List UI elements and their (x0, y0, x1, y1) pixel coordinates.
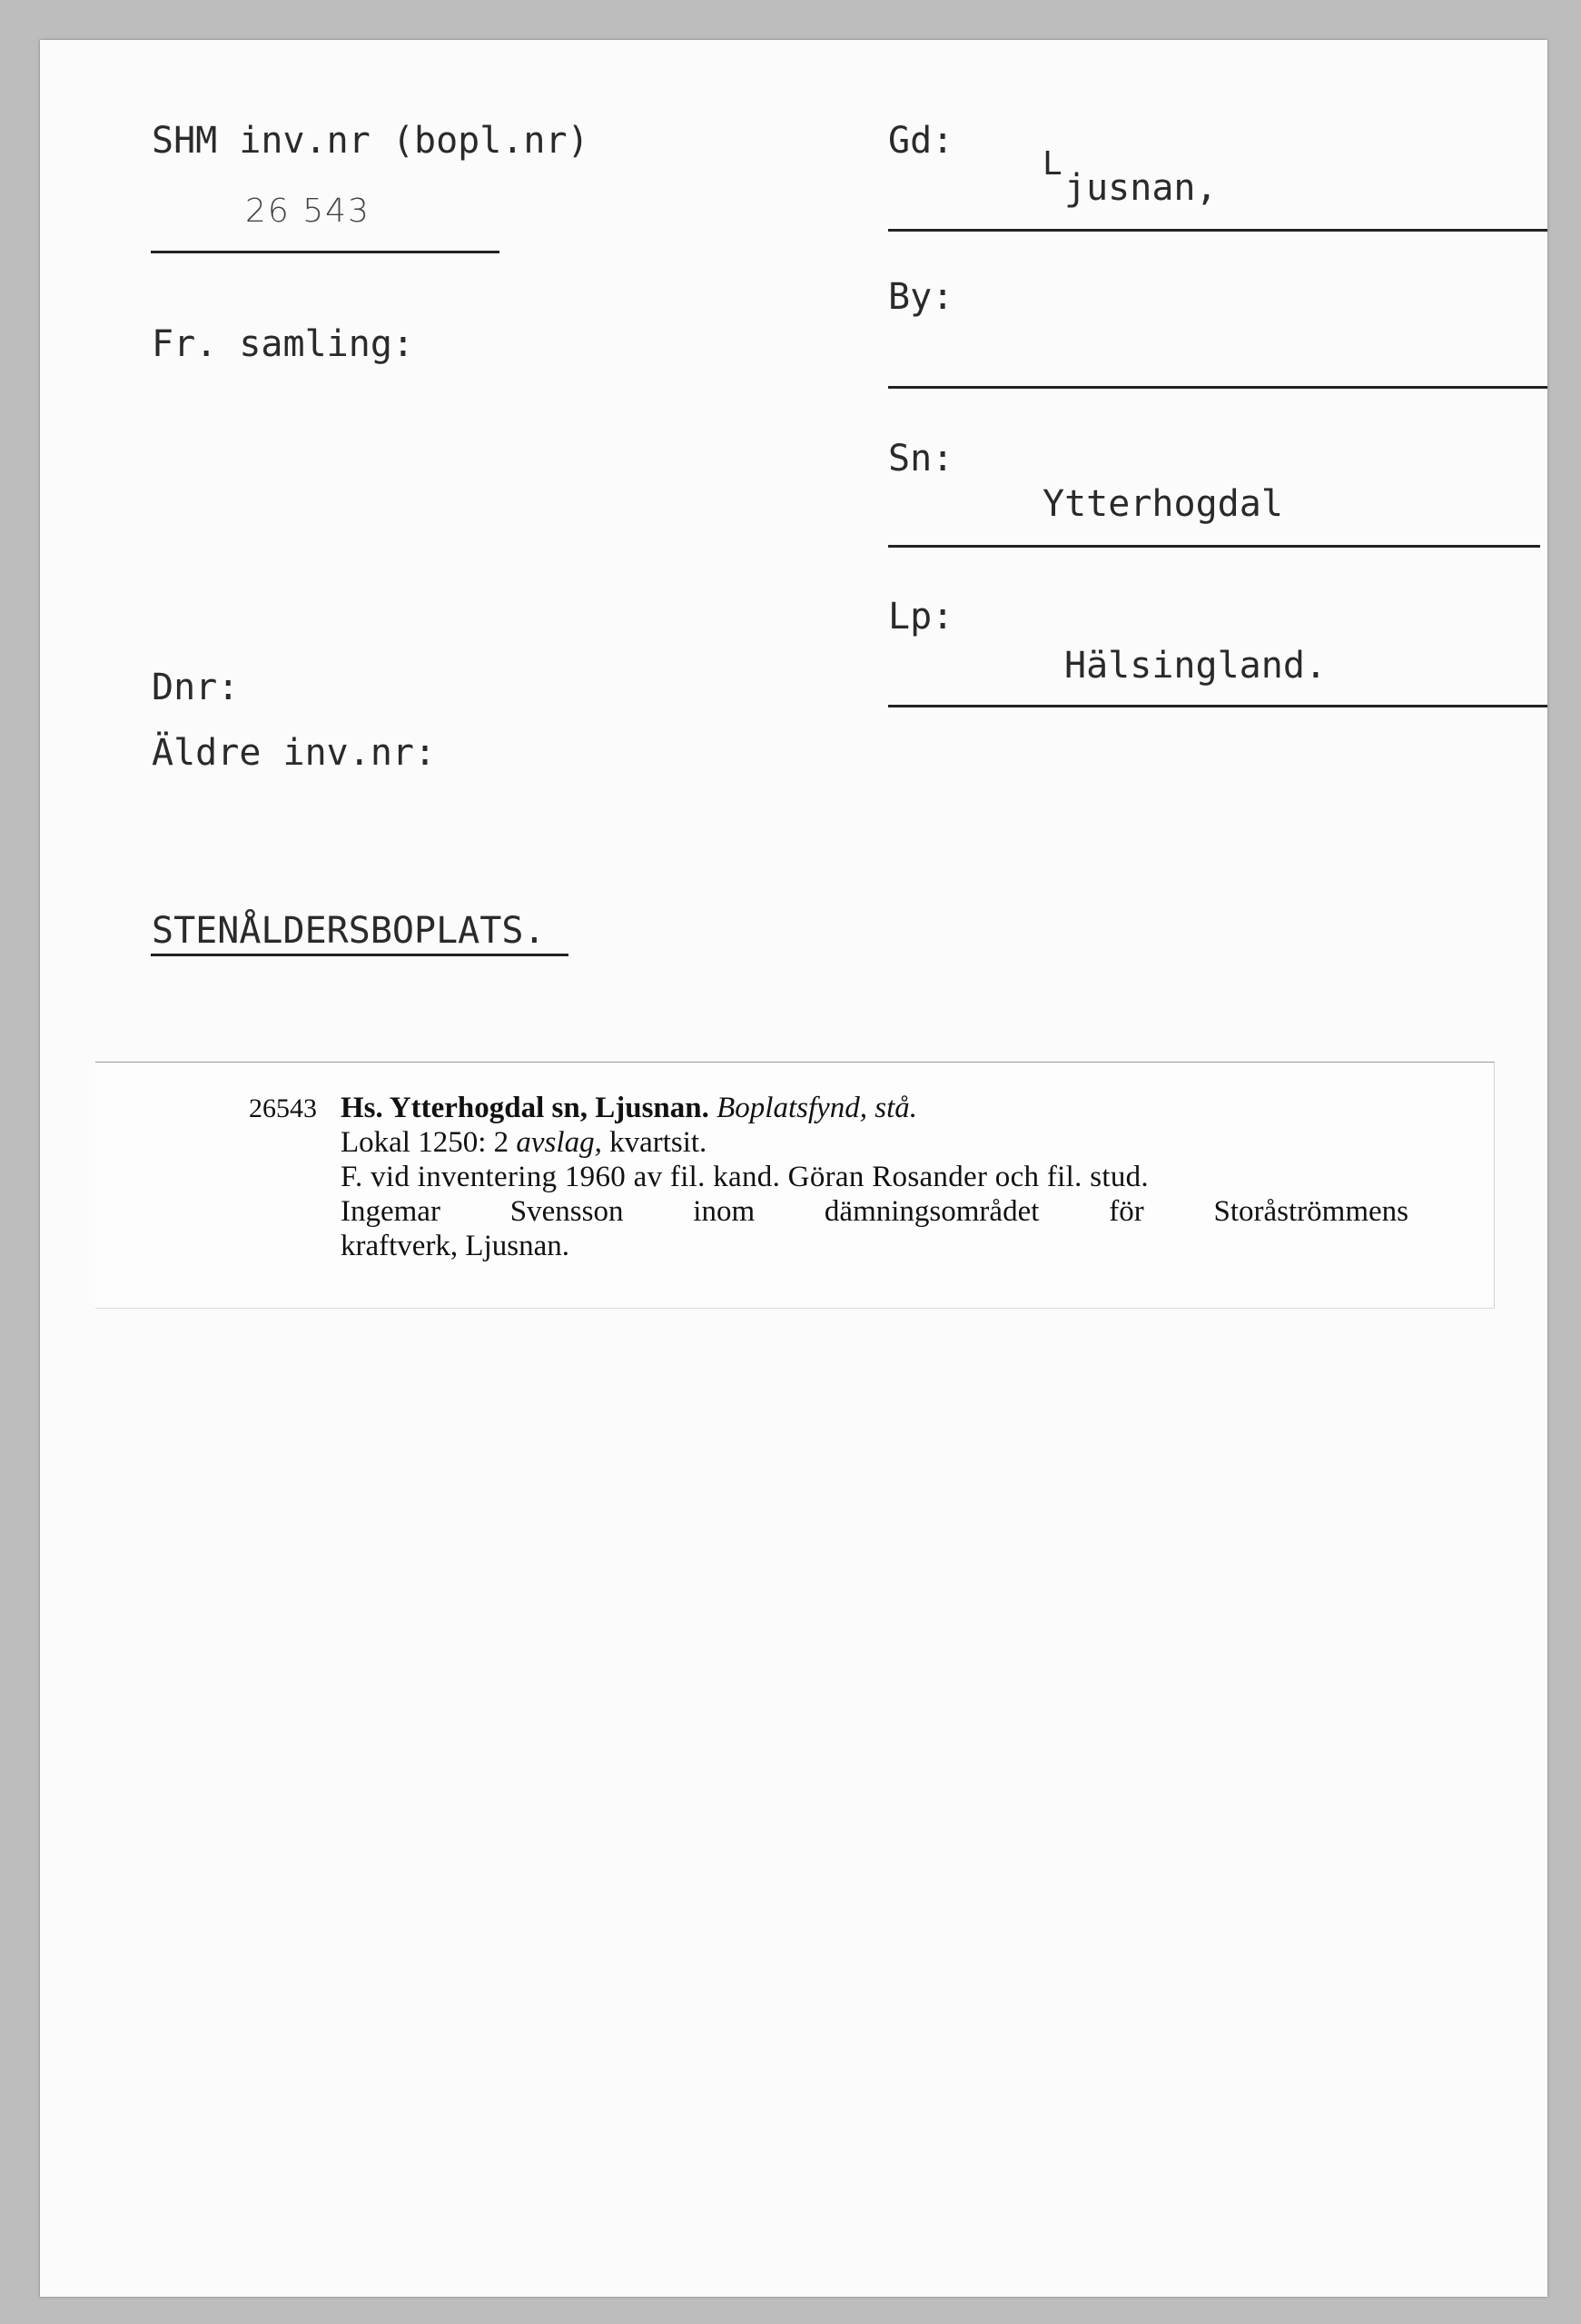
sn-label: Sn: (888, 438, 954, 480)
category-underline (151, 954, 568, 956)
slip-find-type: Boplatsfynd, stå. (716, 1092, 918, 1124)
slip-locality: Lokal 1250: 2 (341, 1126, 509, 1159)
slip-line-5: kraftverk, Ljusnan. (341, 1230, 569, 1262)
slip-line-4: Ingemar Svensson inom dämningsområdet för Storåströmmens (341, 1195, 1408, 1228)
slip-artifact: avslag, (516, 1126, 602, 1159)
by-label: By: (888, 276, 954, 318)
slip-number: 26543 (249, 1093, 317, 1123)
gd-rule (888, 229, 1547, 232)
gd-label: Gd: (888, 120, 954, 162)
gd-value: jusnan, (1064, 167, 1218, 209)
lp-value: Hälsingland. (1064, 645, 1327, 687)
by-rule (888, 386, 1547, 389)
slip-title: Hs. Ytterhogdal sn, Ljusnan. (341, 1092, 709, 1124)
slip-line-1 (341, 1092, 917, 1125)
sn-value: Ytterhogdal (1042, 483, 1283, 525)
fr-samling-label: Fr. samling: (152, 323, 414, 365)
inv-number-rule (151, 251, 499, 253)
sn-rule (888, 545, 1540, 548)
lp-rule (888, 705, 1547, 707)
shm-inv-label: SHM inv.nr (bopl.nr) (152, 120, 589, 162)
slip-material: kvartsit. (609, 1126, 707, 1159)
gd-value-initial: L (1042, 145, 1062, 183)
printed-slip (95, 1062, 1495, 1309)
dnr-label: Dnr: (152, 667, 240, 708)
catalog-card (40, 40, 1547, 2297)
lp-label: Lp: (888, 596, 954, 638)
slip-line-3: F. vid inventering 1960 av fil. kand. Göran Rosander och fil. stud. (341, 1161, 1149, 1193)
category-heading: STENÅLDERSBOPLATS. (152, 910, 546, 952)
inv-number: 26 543 (245, 193, 371, 230)
aldre-inv-label: Äldre inv.nr: (152, 732, 437, 774)
slip-line-2 (341, 1126, 707, 1160)
